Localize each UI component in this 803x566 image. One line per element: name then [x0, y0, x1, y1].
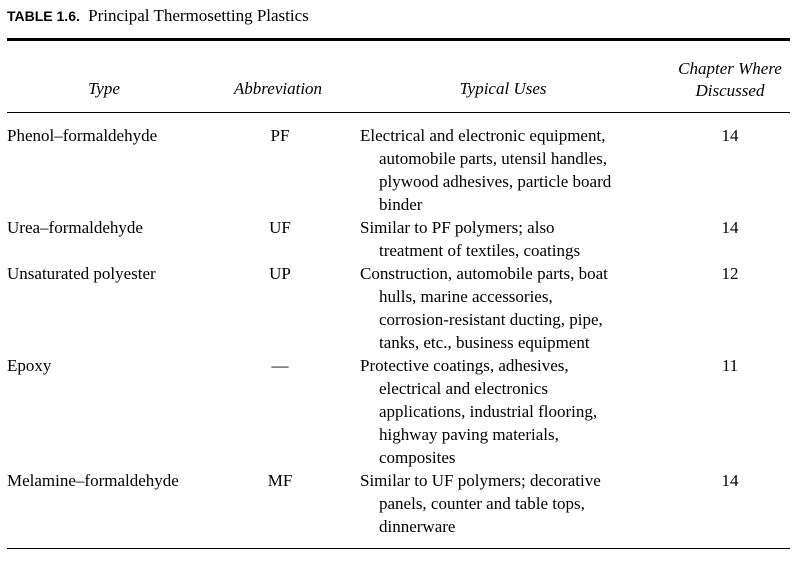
header-rule: [7, 112, 790, 113]
cell-chapter: 14: [721, 126, 739, 145]
header-chapter: [655, 58, 803, 102]
cell-chapter: 14: [721, 218, 739, 237]
header-chapter-line1: Chapter Where: [678, 59, 782, 78]
cell-abbreviation: —: [271, 356, 289, 375]
table-label: TABLE 1.6.: [7, 8, 80, 24]
cell-type: Unsaturated polyester: [7, 264, 156, 283]
uses-line: treatment of textiles, coatings: [379, 241, 581, 260]
header-type: Type: [88, 79, 120, 98]
uses-line: Protective coatings, adhesives,: [360, 356, 569, 375]
cell-chapter: 11: [721, 356, 739, 375]
uses-line: Electrical and electronic equipment,: [360, 126, 606, 145]
cell-type: Phenol–formaldehyde: [7, 126, 158, 145]
uses-line: dinnerware: [379, 517, 456, 536]
cell-typical-uses: [360, 354, 597, 469]
cell-type: Melamine–formaldehyde: [7, 471, 179, 490]
cell-chapter: 14: [721, 471, 739, 490]
cell-abbreviation: MF: [267, 471, 293, 490]
uses-line: Similar to UF polymers; decorative: [360, 471, 601, 490]
top-rule: [7, 38, 790, 41]
cell-typical-uses: [360, 262, 608, 354]
uses-line: Similar to PF polymers; also: [360, 218, 555, 237]
header-abbreviation: Abbreviation: [233, 79, 323, 98]
table-caption: [7, 6, 309, 26]
cell-type: Epoxy: [7, 356, 52, 375]
uses-line: Construction, automobile parts, boat: [360, 264, 608, 283]
cell-chapter: 12: [721, 264, 739, 283]
table-title: Principal Thermosetting Plastics: [88, 6, 309, 25]
header-typical-uses: Typical Uses: [459, 79, 547, 98]
uses-line: hulls, marine accessories,: [379, 287, 553, 306]
cell-abbreviation: UP: [269, 264, 291, 283]
cell-typical-uses: [360, 469, 601, 538]
cell-type: Urea–formaldehyde: [7, 218, 143, 237]
header-chapter-line2: Discussed: [695, 81, 765, 100]
uses-line: automobile parts, utensil handles,: [379, 149, 608, 168]
uses-line: highway paving materials,: [379, 425, 559, 444]
cell-abbreviation: PF: [270, 126, 290, 145]
uses-line: applications, industrial flooring,: [379, 402, 598, 421]
uses-line: electrical and electronics: [379, 379, 548, 398]
cell-typical-uses: [360, 216, 580, 262]
uses-line: panels, counter and table tops,: [379, 494, 585, 513]
cell-typical-uses: [360, 124, 611, 216]
uses-line: corrosion-resistant ducting, pipe,: [379, 310, 603, 329]
bottom-rule: [7, 548, 790, 549]
uses-line: tanks, etc., business equipment: [379, 333, 590, 352]
cell-abbreviation: UF: [269, 218, 291, 237]
uses-line: plywood adhesives, particle board: [379, 172, 612, 191]
uses-line: composites: [379, 448, 456, 467]
uses-line: binder: [379, 195, 423, 214]
